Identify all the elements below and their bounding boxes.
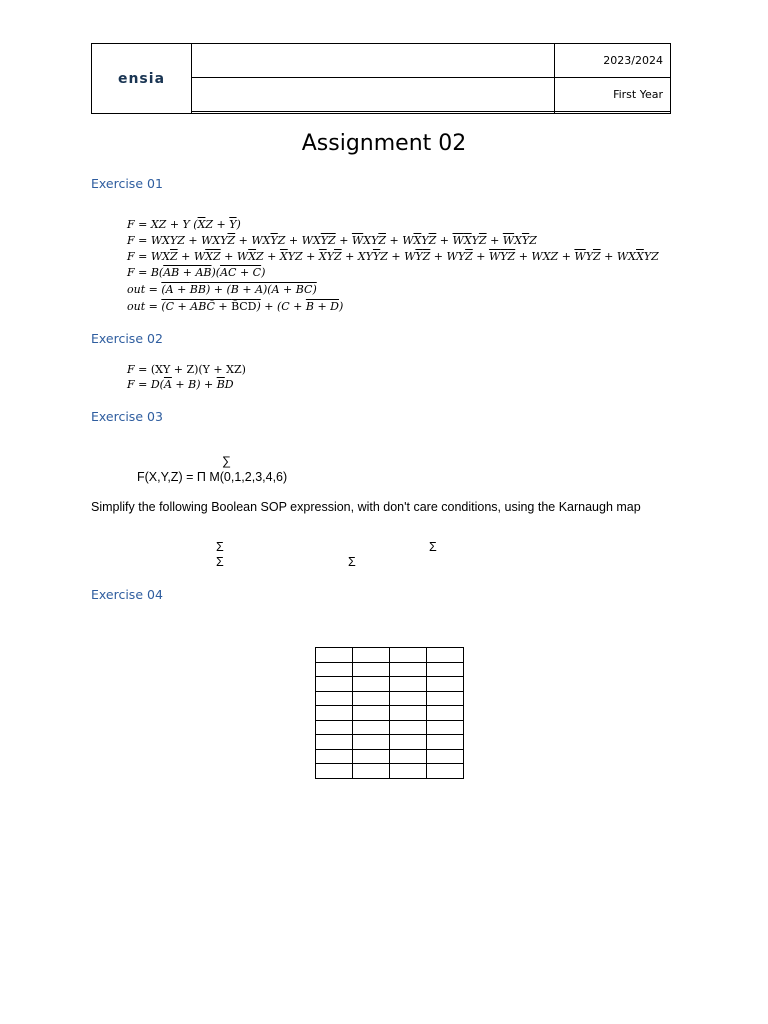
ensia-logo: ensia: [117, 70, 166, 87]
exercise-3-heading: Exercise 03: [91, 409, 163, 424]
table-cell: [316, 720, 353, 735]
exercise-4-heading: Exercise 04: [91, 587, 163, 602]
header-blank-1: [192, 44, 555, 78]
ex1-equation-6: out = (C + ABC̄ + B̄CD) + (C + B + D): [127, 300, 344, 313]
ex3-sigma-a: Σ: [216, 540, 224, 554]
table-cell: [390, 720, 427, 735]
header-blank-2: [192, 77, 555, 111]
logo-cell: [92, 44, 192, 114]
table-cell: [390, 749, 427, 764]
table-cell: [427, 662, 464, 677]
ex3-instruction: Simplify the following Boolean SOP expression, with don't care conditions, using the Karnaugh map: [91, 500, 641, 514]
table-row: [316, 749, 464, 764]
ex2-equation-2: $F = D(\overline{A} + B) + \overline{B}D$: [127, 378, 234, 391]
table-cell: [390, 648, 427, 663]
table-cell: [353, 662, 390, 677]
table-cell: [427, 648, 464, 663]
ex3-sigma-b: Σ: [429, 540, 437, 554]
exercise-1-heading: Exercise 01: [91, 176, 163, 191]
table-cell: [353, 691, 390, 706]
table-cell: [316, 749, 353, 764]
table-row: [316, 691, 464, 706]
study-level: First Year: [555, 77, 671, 111]
table-row: [316, 764, 464, 779]
table-cell: [316, 706, 353, 721]
table-cell: [316, 735, 353, 750]
ex3-sigma-c: Σ: [216, 555, 224, 569]
table-row: [316, 720, 464, 735]
table-cell: [427, 691, 464, 706]
exercise-4-table: [315, 647, 464, 779]
table-cell: [353, 706, 390, 721]
table-cell: [390, 662, 427, 677]
ex3-expression: F(X,Y,Z) = Π M(0,1,2,3,4,6): [137, 470, 288, 484]
table-cell: [316, 764, 353, 779]
table-cell: [427, 735, 464, 750]
table-cell: [353, 735, 390, 750]
table-cell: [353, 764, 390, 779]
table-cell: [427, 677, 464, 692]
table-cell: [390, 691, 427, 706]
table-row: [316, 648, 464, 663]
table-cell: [390, 764, 427, 779]
table-row: [316, 706, 464, 721]
ex1-equation-2: F = WXYZ + $WXY\overline{Z} + WX\overline{Y}Z + WX\overline{Y}\overline{Z} + \overline{W}XY\overline{Z} + W\overline{X}Y\overline{Z} + \overline{W}\overline{X}Y\overline{Z} + \overline{W}X\overline{Y}Z$: [127, 234, 537, 247]
table-cell: [353, 677, 390, 692]
table-cell: [316, 648, 353, 663]
header-blank-3: [192, 111, 555, 113]
table-cell: [353, 720, 390, 735]
header-blank-4: [555, 111, 671, 113]
table-cell: [390, 735, 427, 750]
ex3-sigma-symbol: ∑: [222, 454, 231, 468]
ex1-equation-1: F = XZ + Y $(\overline{X}Z + \overline{Y})$: [127, 218, 241, 231]
table-row: [316, 677, 464, 692]
table-cell: [316, 677, 353, 692]
ex1-equation-3: $F = WX\overline{Z} + W\overline{X}\overline{Z} + W\overline{X}Z + \overline{X}YZ + \overline{X}Y\overline{Z} + XY\overline{Y}Z + W\overline{Y}\overline{Z} + WY\overline{Z} + \overline{W}\overline{Y}\overline{Z}$ + WXZ + $\overline{W}Y\overline{Z} + WX\overline{X}YZ$: [127, 250, 659, 263]
table-cell: [316, 662, 353, 677]
ex3-sigma-d: Σ: [348, 555, 356, 569]
ex1-equation-4: F = B(AB + AB)(AC + C): [127, 266, 266, 279]
table-cell: [353, 648, 390, 663]
table-cell: [427, 720, 464, 735]
table-cell: [427, 764, 464, 779]
table-cell: [353, 749, 390, 764]
ex1-equation-5: out = (A + BB) + (B + A)(A + BC): [127, 283, 317, 296]
table-cell: [390, 706, 427, 721]
table-cell: [427, 706, 464, 721]
page-title: Assignment 02: [301, 131, 467, 156]
table-cell: [427, 749, 464, 764]
academic-year: 2023/2024: [555, 44, 671, 78]
table-row: [316, 735, 464, 750]
table-cell: [390, 677, 427, 692]
exercise-2-heading: Exercise 02: [91, 331, 163, 346]
table-cell: [316, 691, 353, 706]
ex2-equation-1: F = (XY + Z)(Y + XZ): [127, 363, 246, 376]
table-row: [316, 662, 464, 677]
header-table: [91, 43, 671, 114]
